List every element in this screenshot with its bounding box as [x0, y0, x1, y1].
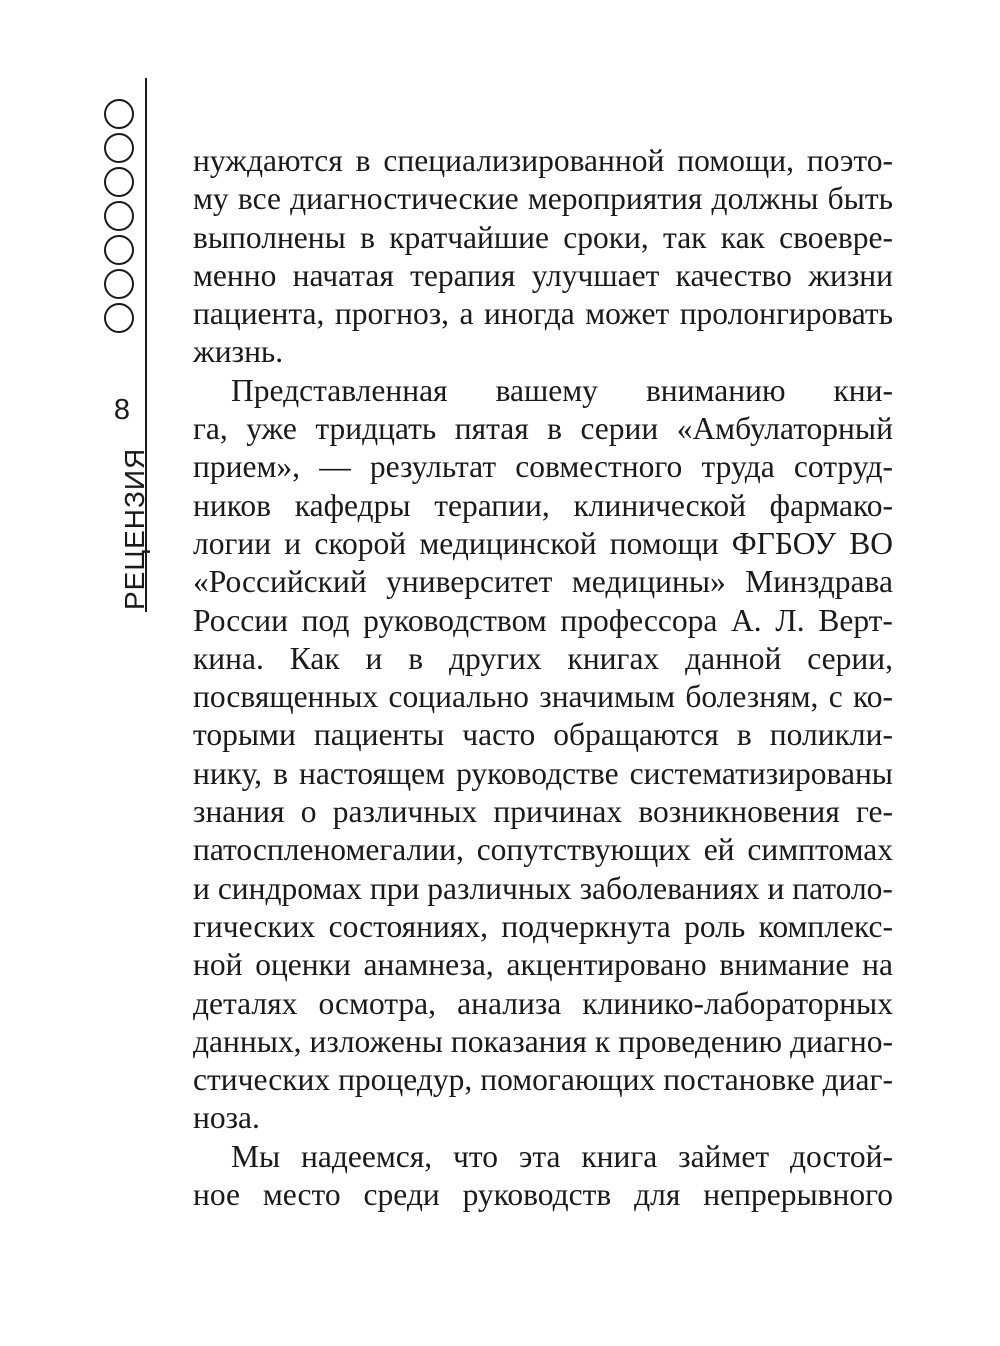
- text-line: жизнь.: [193, 334, 284, 370]
- text-line: му все диагностические мероприятия должны быть: [193, 181, 893, 217]
- text-line: менно начатая терапия улучшает качество жизни: [193, 257, 893, 293]
- circle-icon: [104, 235, 134, 265]
- section-label: РЕЦЕНЗИЯ: [119, 447, 150, 610]
- text-line: нику, в настоящем руководстве систематизированы: [193, 755, 893, 791]
- text-line: «Российский университет медицины» Минздрава: [193, 564, 893, 600]
- circle-icon: [104, 303, 134, 333]
- text-line: пациента, прогноз, а иногда может пролонгировать: [193, 296, 893, 332]
- text-line: данных, изложены показания к проведению диагно-: [193, 1023, 893, 1059]
- text-line: патоспленомегалии, сопутствующих ей симптомах: [193, 832, 893, 868]
- text-line: нуждаются в специализированной помощи, поэто-: [193, 143, 893, 178]
- text-line: посвященных социально значимым болезням, с ко-: [193, 679, 893, 715]
- circle-icon: [104, 269, 134, 299]
- decorative-circles: [104, 99, 138, 337]
- text-line: ноза.: [193, 1100, 260, 1136]
- text-line: логии и скорой медицинской помощи ФГБОУ ВО: [193, 525, 893, 561]
- text-line: и синдромах при различных заболеваниях и патоло-: [193, 870, 893, 906]
- text-line: торыми пациенты часто обращаются в поликли-: [193, 717, 893, 753]
- circle-icon: [104, 133, 134, 163]
- text-line: деталях осмотра, анализа клинико-лабораторных: [193, 985, 893, 1021]
- text-line: гических состояниях, подчеркнута роль комплекс-: [193, 908, 893, 944]
- text-line: га, уже тридцать пятая в серии «Амбулаторный: [193, 411, 893, 447]
- circle-icon: [104, 99, 134, 129]
- page-number: 8: [113, 393, 131, 426]
- text-line: ной оценки анамнеза, акцентировано внимание на: [193, 947, 893, 983]
- text-line: кина. Как и в других книгах данной серии,: [193, 640, 893, 676]
- text-line: Мы надеемся, что эта книга займет достой-: [231, 1138, 893, 1174]
- text-line: выполнены в кратчайшие сроки, так как своевре-: [193, 219, 893, 255]
- text-line: ников кафедры терапии, клинической фармако-: [193, 487, 893, 523]
- text-line: России под руководством профессора А. Л. Верт-: [193, 602, 893, 638]
- text-line: ное место среди руководств для непрерывного: [193, 1177, 893, 1213]
- text-line: Представленная вашему вниманию кни-: [231, 372, 893, 408]
- circle-icon: [104, 167, 134, 197]
- circle-icon: [104, 201, 134, 231]
- body-text: [193, 142, 893, 1214]
- text-line: стических процедур, помогающих постановке диаг-: [193, 1062, 893, 1098]
- text-line: прием», — результат совместного труда сотруд-: [193, 449, 893, 485]
- text-line: знания о различных причинах возникновения ге-: [193, 794, 893, 830]
